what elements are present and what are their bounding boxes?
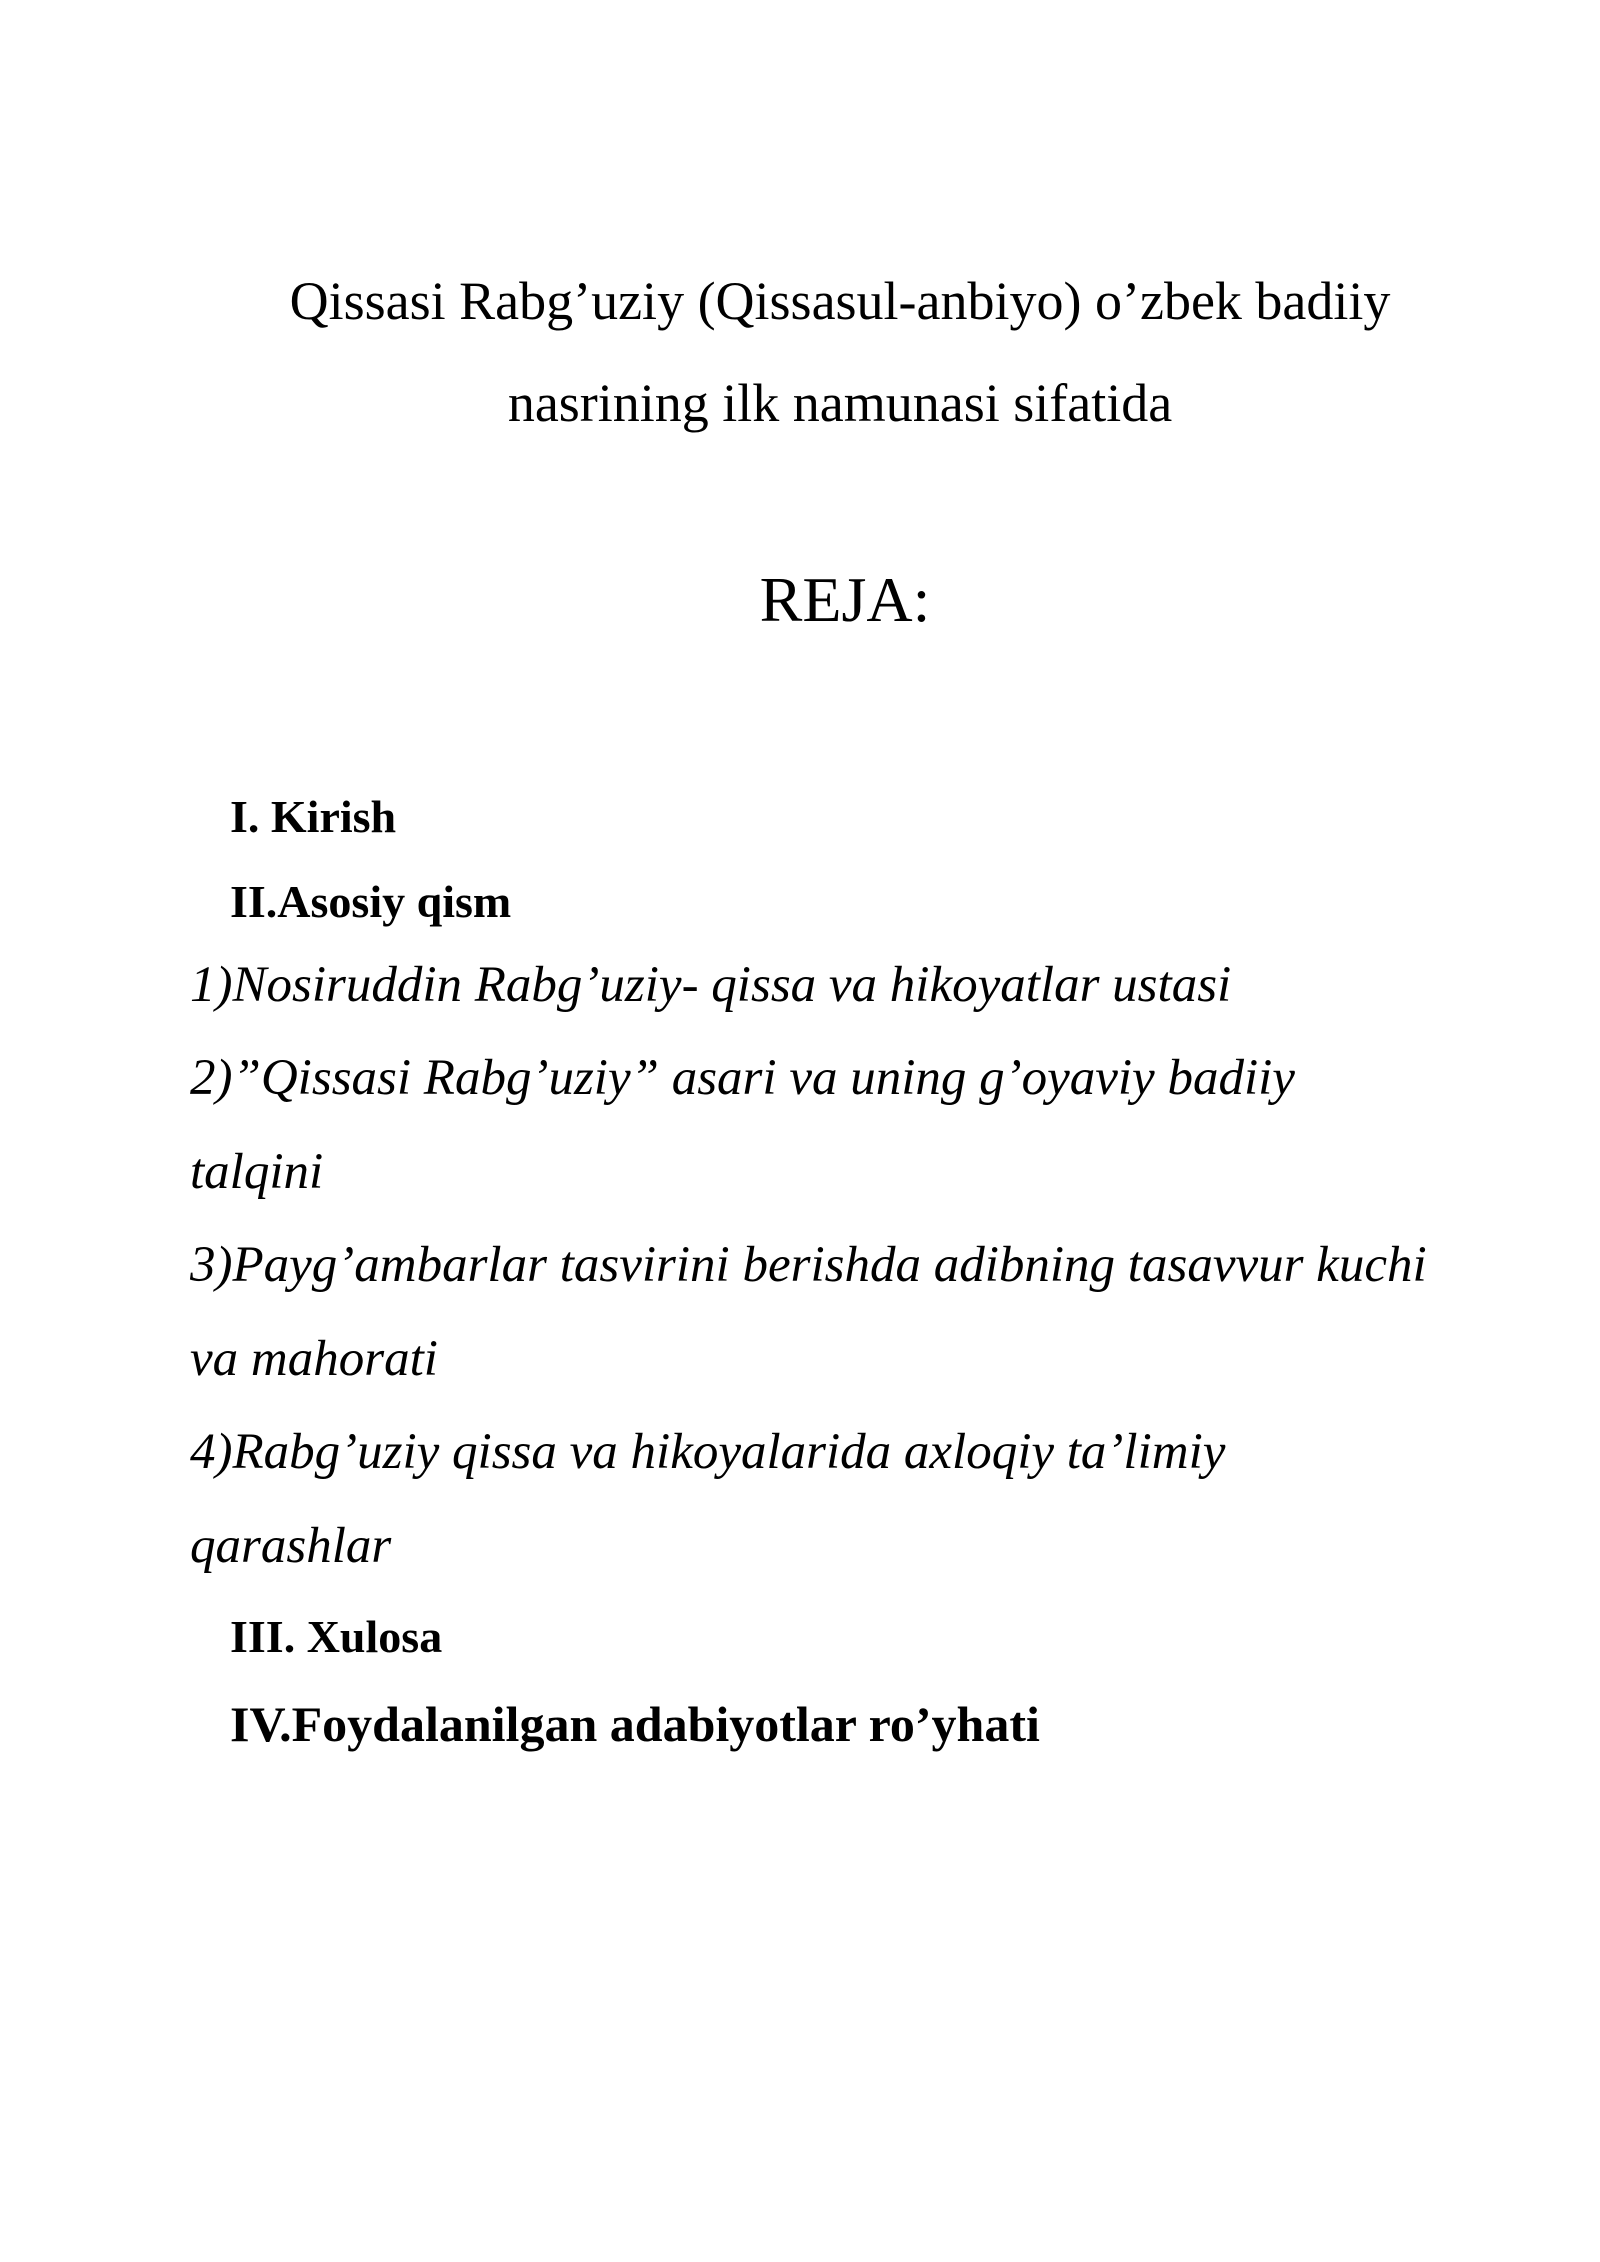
document-title <box>180 250 1500 454</box>
plan-item-3: 3)Payg’ambarlar tasvirini berishda adibning tasavvur kuchi va mahorati <box>190 1237 1427 1387</box>
plan-item-4: 4)Rabg’uziy qissa va hikoyalarida axloqiy ta’limiy qarashlar <box>190 1424 1226 1574</box>
section-main: II.Asosiy qism <box>230 876 512 927</box>
title-line-1: Qissasi Rabg’uziy (Qissasul-anbiyo) o’zbek badiiy <box>289 271 1391 331</box>
plan-item-2: 2)”Qissasi Rabg’uziy” asari va uning g’oyaviy badiiy talqini <box>190 1050 1295 1200</box>
plan-heading: REJA: <box>759 564 931 635</box>
section-conclusion: III. Xulosa <box>230 1611 443 1662</box>
section-references: IV.Foydalanilgan adabiyotlar ro’yhati <box>230 1696 1040 1752</box>
title-line-2: nasrining ilk namunasi sifatida <box>507 373 1173 433</box>
plan-item-1: 1)Nosiruddin Rabg’uziy- qissa va hikoyatlar ustasi <box>190 957 1232 1013</box>
section-intro: I. Kirish <box>230 791 397 842</box>
